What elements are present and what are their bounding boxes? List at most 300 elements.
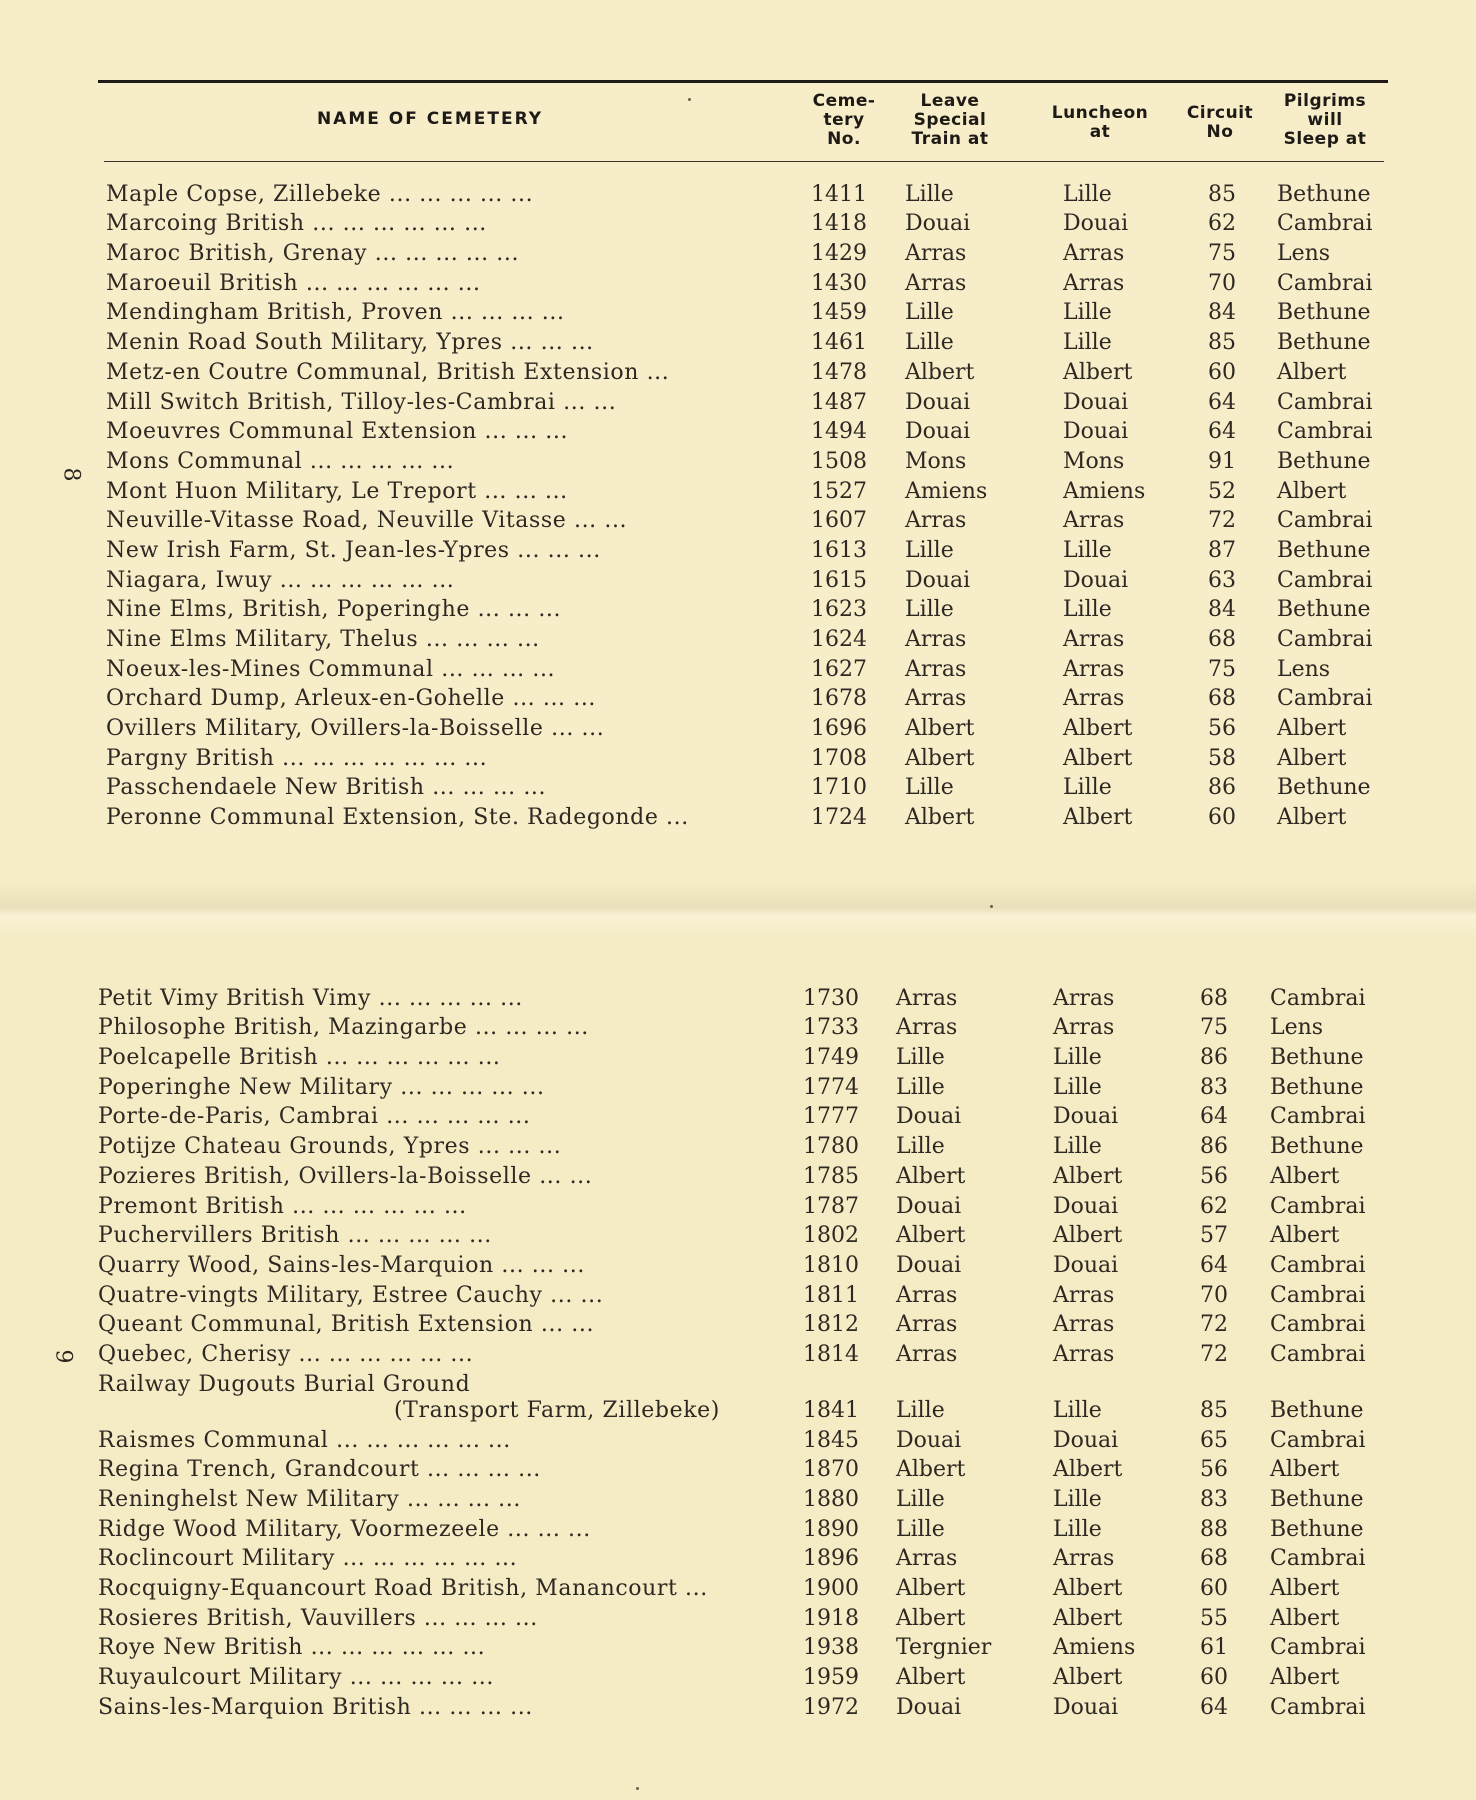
header-name-of-cemetery: NAME OF CEMETERY — [316, 109, 544, 129]
luncheon-at: Amiens — [1053, 1635, 1136, 1661]
circuit-number: 64 — [1200, 1252, 1228, 1278]
sleep-at: Bethune — [1277, 330, 1371, 356]
sleep-at: Albert — [1270, 1163, 1340, 1189]
sleep-at: Lens — [1277, 241, 1331, 267]
table-row — [0, 774, 1476, 804]
cemetery-name — [98, 1428, 511, 1454]
cemetery-name — [98, 1164, 592, 1190]
leave-train-at: Albert — [896, 1605, 966, 1631]
sleep-at: Bethune — [1270, 1487, 1364, 1512]
leave-train-at: Mons — [905, 448, 967, 474]
table-row — [0, 1604, 1476, 1634]
sleep-at: Albert — [1277, 745, 1347, 771]
circuit-number: 85 — [1200, 1397, 1228, 1423]
header-cemetery-no: Ceme- tery No. — [812, 91, 876, 149]
luncheon-at: Douai — [1053, 1427, 1119, 1453]
cemetery-name — [98, 1104, 531, 1130]
cemetery-name — [106, 568, 454, 594]
table-row — [0, 536, 1476, 566]
circuit-number: 60 — [1208, 805, 1236, 831]
table-row — [0, 1426, 1476, 1456]
cemetery-name-line: Metz-en Coutre Communal, British Extension ... — [106, 359, 670, 385]
cemetery-number: 1478 — [811, 359, 867, 385]
cemetery-name — [106, 390, 616, 416]
table-row — [0, 655, 1476, 685]
leave-train-at: Albert — [896, 1163, 966, 1189]
leave-train-at: Arras — [905, 686, 967, 712]
leave-train-at: Arras — [905, 270, 967, 296]
cemetery-name — [98, 1576, 708, 1602]
cemetery-name-line: Nine Elms Military, Thelus ... ... ... ... — [106, 627, 540, 652]
circuit-number: 84 — [1208, 300, 1236, 326]
cemetery-name-line: Quarry Wood, Sains-les-Marquion ... ... ... — [98, 1252, 585, 1278]
cemetery-name — [106, 597, 561, 623]
cemetery-number: 1959 — [803, 1665, 859, 1691]
luncheon-at: Mons — [1063, 448, 1125, 474]
luncheon-at: Albert — [1053, 1576, 1123, 1602]
table-row — [0, 1281, 1476, 1311]
cemetery-number: 1710 — [811, 775, 867, 801]
cemetery-name — [98, 1134, 561, 1160]
circuit-number: 72 — [1200, 1312, 1228, 1338]
luncheon-at: Lille — [1053, 1045, 1102, 1071]
table-row — [0, 1515, 1476, 1545]
sleep-at: Cambrai — [1270, 985, 1366, 1011]
cemetery-number: 1918 — [803, 1605, 859, 1631]
leave-train-at: Amiens — [905, 478, 988, 504]
leave-train-at: Lille — [896, 1134, 945, 1160]
circuit-number: 63 — [1208, 567, 1236, 593]
leave-train-at: Albert — [905, 805, 975, 831]
cemetery-number: 1527 — [811, 478, 867, 504]
cemetery-name — [98, 1223, 492, 1249]
circuit-number: 64 — [1200, 1104, 1228, 1130]
cemetery-name — [98, 1665, 494, 1691]
sleep-at: Bethune — [1270, 1397, 1364, 1423]
cemetery-number: 1845 — [803, 1427, 859, 1453]
leave-train-at: Arras — [896, 985, 958, 1011]
circuit-number: 75 — [1200, 1015, 1228, 1041]
leave-train-at: Albert — [905, 716, 975, 742]
luncheon-at: Amiens — [1063, 478, 1146, 504]
leave-train-at: Douai — [905, 419, 971, 445]
cemetery-name — [106, 538, 601, 564]
paper-speck — [636, 1787, 639, 1790]
cemetery-name — [98, 1075, 545, 1101]
leave-train-at: Douai — [896, 1252, 962, 1278]
cemetery-number: 1708 — [811, 745, 867, 771]
sleep-at: Bethune — [1277, 537, 1371, 563]
cemetery-name-line: Philosophe British, Mazingarbe ... ... ... ... — [98, 1015, 589, 1041]
cemetery-name — [98, 986, 523, 1012]
table-row — [0, 744, 1476, 774]
luncheon-at: Arras — [1053, 985, 1115, 1011]
header-top-rule — [98, 80, 1388, 83]
leave-train-at: Lille — [905, 537, 954, 563]
circuit-number: 52 — [1208, 478, 1236, 504]
circuit-number: 57 — [1200, 1223, 1228, 1249]
cemetery-number: 1870 — [803, 1457, 859, 1483]
sleep-at: Albert — [1277, 359, 1347, 385]
sleep-at: Cambrai — [1270, 1635, 1366, 1661]
cemetery-name-line: Ovillers Military, Ovillers-la-Boisselle ... ... — [106, 716, 605, 742]
table-row — [0, 1693, 1476, 1723]
cemetery-name — [106, 479, 568, 505]
header-pilgrims-sleep-at: Pilgrims will Sleep at — [1283, 91, 1367, 149]
cemetery-number: 1880 — [803, 1487, 859, 1512]
leave-train-at: Lille — [905, 597, 954, 623]
circuit-number: 72 — [1200, 1341, 1228, 1367]
leave-train-at: Albert — [896, 1457, 966, 1483]
header-luncheon-at: Luncheon at — [1051, 103, 1149, 142]
luncheon-at: Douai — [1063, 567, 1129, 593]
circuit-number: 83 — [1200, 1487, 1228, 1512]
cemetery-name — [106, 716, 604, 742]
header-circuit-no: Circuit No — [1186, 103, 1254, 142]
cemetery-name-line: Maple Copse, Zillebeke ... ... ... ... ... — [106, 181, 534, 207]
table-row — [0, 1485, 1476, 1515]
sleep-at: Cambrai — [1277, 627, 1373, 652]
cemetery-name-line: Pargny British ... ... ... ... ... ... ... — [106, 745, 488, 771]
cemetery-name-line: Mill Switch British, Tilloy-les-Cambrai ... ... — [106, 389, 617, 415]
cemetery-number: 1841 — [803, 1397, 859, 1423]
table-row — [0, 1043, 1476, 1073]
circuit-number: 84 — [1208, 597, 1236, 623]
cemetery-name — [98, 1283, 603, 1309]
cemetery-name-line: Roye New British ... ... ... ... ... ... — [98, 1635, 486, 1661]
table-row — [0, 1103, 1476, 1133]
table-row — [0, 714, 1476, 744]
cemetery-number: 1623 — [811, 597, 867, 623]
table-row — [0, 210, 1476, 240]
luncheon-at: Lille — [1053, 1487, 1102, 1512]
sleep-at: Bethune — [1277, 300, 1371, 326]
header-bottom-rule — [104, 161, 1384, 162]
leave-train-at: Albert — [896, 1223, 966, 1249]
cemetery-number: 1811 — [803, 1282, 859, 1308]
luncheon-at: Douai — [1063, 211, 1129, 237]
sleep-at: Albert — [1277, 478, 1347, 504]
table-row — [0, 269, 1476, 299]
sleep-at: Cambrai — [1270, 1694, 1366, 1720]
cemetery-number: 1429 — [811, 241, 867, 267]
cemetery-number: 1900 — [803, 1576, 859, 1602]
circuit-number: 62 — [1200, 1193, 1228, 1219]
circuit-number: 83 — [1200, 1074, 1228, 1100]
cemetery-name — [106, 330, 594, 356]
circuit-number: 56 — [1208, 716, 1236, 742]
table-row — [0, 566, 1476, 596]
cemetery-number: 1430 — [811, 270, 867, 296]
sleep-at: Lens — [1270, 1015, 1324, 1041]
cemetery-name-line: Menin Road South Military, Ypres ... ... ... — [106, 330, 594, 356]
sleep-at: Cambrai — [1277, 270, 1373, 296]
sleep-at: Bethune — [1270, 1516, 1364, 1542]
circuit-number: 56 — [1200, 1457, 1228, 1483]
cemetery-name-line: Nine Elms, British, Poperinghe ... ... ... — [106, 597, 562, 623]
cemetery-name-line: Puchervillers British ... ... ... ... ... — [98, 1223, 492, 1249]
cemetery-name-line: Mendingham British, Proven ... ... ... ... — [106, 300, 565, 326]
leave-train-at: Lille — [896, 1045, 945, 1071]
cemetery-table-page-9 — [0, 984, 1476, 1723]
cemetery-name-line: Roclincourt Military ... ... ... ... ... ... — [98, 1546, 518, 1572]
leave-train-at: Lille — [896, 1516, 945, 1542]
luncheon-at: Douai — [1063, 389, 1129, 415]
cemetery-number: 1494 — [811, 419, 867, 445]
cemetery-number: 1787 — [803, 1193, 859, 1219]
circuit-number: 65 — [1200, 1427, 1228, 1453]
paper-speck — [990, 905, 993, 908]
luncheon-at: Douai — [1053, 1193, 1119, 1219]
sleep-at: Bethune — [1277, 775, 1371, 801]
cemetery-name — [106, 182, 533, 208]
cemetery-name-line: New Irish Farm, St. Jean-les-Ypres ... ... ... — [106, 537, 601, 563]
sleep-at: Albert — [1277, 805, 1347, 831]
leave-train-at: Arras — [896, 1015, 958, 1041]
leave-train-at: Albert — [896, 1576, 966, 1602]
table-row — [0, 1014, 1476, 1044]
cemetery-number: 1613 — [811, 537, 867, 563]
table-row — [0, 477, 1476, 507]
sleep-at: Cambrai — [1270, 1312, 1366, 1338]
cemetery-number: 1678 — [811, 686, 867, 712]
luncheon-at: Douai — [1063, 419, 1129, 445]
luncheon-at: Arras — [1053, 1282, 1115, 1308]
cemetery-name-line: Moeuvres Communal Extension ... ... ... — [106, 419, 569, 445]
circuit-number: 75 — [1208, 656, 1236, 682]
table-row — [0, 803, 1476, 833]
sleep-at: Albert — [1270, 1576, 1340, 1602]
circuit-number: 85 — [1208, 181, 1236, 207]
cemetery-number: 1615 — [811, 567, 867, 593]
table-row — [0, 1073, 1476, 1103]
luncheon-at: Arras — [1053, 1546, 1115, 1572]
luncheon-at: Albert — [1053, 1665, 1123, 1691]
cemetery-name — [106, 449, 454, 475]
cemetery-name-line: Railway Dugouts Burial Ground — [98, 1371, 471, 1397]
leave-train-at: Douai — [896, 1193, 962, 1219]
cemetery-name — [106, 360, 669, 386]
cemetery-name — [98, 1342, 473, 1368]
cemetery-name — [98, 1194, 467, 1220]
luncheon-at: Arras — [1063, 656, 1125, 682]
sleep-at: Bethune — [1277, 448, 1371, 474]
luncheon-at: Lille — [1053, 1074, 1102, 1100]
header-leave-special-train: Leave Special Train at — [911, 91, 989, 149]
table-row — [0, 685, 1476, 715]
leave-train-at: Arras — [896, 1312, 958, 1338]
sleep-at: Albert — [1270, 1457, 1340, 1483]
cemetery-table-page-8 — [0, 180, 1476, 833]
table-row — [0, 299, 1476, 329]
cemetery-name-line: Quebec, Cherisy ... ... ... ... ... ... — [98, 1341, 474, 1367]
cemetery-number: 1890 — [803, 1516, 859, 1542]
cemetery-name — [98, 1253, 585, 1279]
cemetery-number: 1724 — [811, 805, 867, 831]
leave-train-at: Arras — [905, 241, 967, 267]
table-row — [0, 625, 1476, 655]
leave-train-at: Lille — [905, 181, 954, 207]
sleep-at: Cambrai — [1270, 1427, 1366, 1453]
cemetery-name — [106, 508, 627, 534]
luncheon-at: Lille — [1063, 181, 1112, 207]
sleep-at: Bethune — [1270, 1074, 1364, 1100]
sleep-at: Cambrai — [1270, 1341, 1366, 1367]
cemetery-name-line: Peronne Communal Extension, Ste. Radegonde ... — [106, 805, 689, 831]
circuit-number: 91 — [1208, 448, 1236, 474]
table-row — [0, 1192, 1476, 1222]
cemetery-name-line: Marcoing British ... ... ... ... ... ... — [106, 211, 487, 237]
sleep-at: Cambrai — [1277, 508, 1373, 534]
cemetery-name — [106, 686, 596, 712]
circuit-number: 64 — [1200, 1694, 1228, 1720]
cemetery-number: 1733 — [803, 1015, 859, 1041]
cemetery-name-line: Sains-les-Marquion British ... ... ... ... — [98, 1694, 533, 1720]
cemetery-name-line: Orchard Dump, Arleux-en-Gohelle ... ... ... — [106, 686, 597, 712]
cemetery-number: 1814 — [803, 1341, 859, 1367]
luncheon-at: Albert — [1063, 359, 1133, 385]
cemetery-name — [98, 1695, 533, 1721]
luncheon-at: Douai — [1053, 1104, 1119, 1130]
luncheon-at: Lille — [1063, 330, 1112, 356]
table-row — [0, 1251, 1476, 1281]
table-row — [0, 1574, 1476, 1604]
luncheon-at: Arras — [1063, 270, 1125, 296]
luncheon-at: Douai — [1053, 1694, 1119, 1720]
luncheon-at: Lille — [1053, 1397, 1102, 1423]
table-row — [0, 388, 1476, 418]
luncheon-at: Albert — [1063, 745, 1133, 771]
cemetery-number: 1785 — [803, 1163, 859, 1189]
cemetery-name — [106, 746, 487, 772]
leave-train-at: Douai — [896, 1694, 962, 1720]
leave-train-at: Lille — [905, 775, 954, 801]
cemetery-name-line: Mont Huon Military, Le Treport ... ... ... — [106, 478, 568, 504]
cemetery-name — [106, 271, 481, 297]
cemetery-number: 1487 — [811, 389, 867, 415]
cemetery-name-line: Queant Communal, British Extension ... ... — [98, 1312, 595, 1338]
luncheon-at: Albert — [1063, 716, 1133, 742]
leave-train-at: Douai — [896, 1427, 962, 1453]
cemetery-number: 1896 — [803, 1546, 859, 1572]
circuit-number: 64 — [1208, 419, 1236, 445]
leave-train-at: Arras — [896, 1546, 958, 1572]
cemetery-name — [106, 211, 487, 237]
leave-train-at: Douai — [896, 1104, 962, 1130]
luncheon-at: Arras — [1053, 1312, 1115, 1338]
table-row — [0, 180, 1476, 210]
luncheon-at: Albert — [1053, 1605, 1123, 1631]
table-row — [0, 328, 1476, 358]
circuit-number: 60 — [1200, 1576, 1228, 1602]
cemetery-name-line: Rocquigny-Equancourt Road British, Manancourt ... — [98, 1576, 708, 1602]
cemetery-name-line: Ruyaulcourt Military ... ... ... ... ... — [98, 1665, 494, 1691]
cemetery-name-line: Maroeuil British ... ... ... ... ... ... — [106, 270, 481, 296]
cemetery-name-line: Rosieres British, Vauvillers ... ... ... ... — [98, 1605, 538, 1631]
cemetery-name-line: Petit Vimy British Vimy ... ... ... ... ... — [98, 985, 523, 1011]
circuit-number: 56 — [1200, 1163, 1228, 1189]
sleep-at: Cambrai — [1277, 211, 1373, 237]
circuit-number: 85 — [1208, 330, 1236, 356]
cemetery-number: 1730 — [803, 985, 859, 1011]
luncheon-at: Arras — [1053, 1015, 1115, 1041]
circuit-number: 68 — [1200, 985, 1228, 1011]
cemetery-name-line: Ridge Wood Military, Voormezeele ... ... ... — [98, 1516, 591, 1542]
cemetery-name-line: Poelcapelle British ... ... ... ... ... ... — [98, 1045, 501, 1071]
cemetery-number: 1418 — [811, 211, 867, 237]
sleep-at: Albert — [1277, 716, 1347, 742]
cemetery-name — [98, 1606, 538, 1632]
table-row — [0, 1634, 1476, 1664]
cemetery-name — [98, 1487, 521, 1513]
cemetery-name-line: Reninghelst New Military ... ... ... ... — [98, 1487, 521, 1512]
circuit-number: 86 — [1200, 1134, 1228, 1160]
sleep-at: Cambrai — [1277, 389, 1373, 415]
sleep-at: Lens — [1277, 656, 1331, 682]
cemetery-number: 1624 — [811, 627, 867, 652]
sleep-at: Albert — [1270, 1223, 1340, 1249]
circuit-number: 72 — [1208, 508, 1236, 534]
leave-train-at: Arras — [896, 1341, 958, 1367]
cemetery-number: 1459 — [811, 300, 867, 326]
circuit-number: 60 — [1208, 359, 1236, 385]
circuit-number: 68 — [1200, 1546, 1228, 1572]
cemetery-number: 1802 — [803, 1223, 859, 1249]
cemetery-name — [98, 1312, 594, 1338]
sleep-at: Albert — [1270, 1665, 1340, 1691]
cemetery-name-line-2: (Transport Farm, Zillebeke) — [394, 1397, 720, 1423]
sleep-at: Bethune — [1270, 1134, 1364, 1160]
cemetery-name — [98, 1045, 501, 1071]
sleep-at: Cambrai — [1270, 1104, 1366, 1130]
luncheon-at: Douai — [1053, 1252, 1119, 1278]
table-row — [0, 984, 1476, 1014]
cemetery-number: 1749 — [803, 1045, 859, 1071]
cemetery-name-line: Porte-de-Paris, Cambrai ... ... ... ... ... — [98, 1104, 531, 1130]
leave-train-at: Arras — [896, 1282, 958, 1308]
luncheon-at: Lille — [1063, 300, 1112, 326]
sleep-at: Albert — [1270, 1605, 1340, 1631]
cemetery-number: 1508 — [811, 448, 867, 474]
luncheon-at: Albert — [1063, 805, 1133, 831]
sleep-at: Cambrai — [1270, 1282, 1366, 1308]
cemetery-number: 1461 — [811, 330, 867, 356]
luncheon-at: Arras — [1053, 1341, 1115, 1367]
circuit-number: 70 — [1200, 1282, 1228, 1308]
cemetery-name-line: Neuville-Vitasse Road, Neuville Vitasse ... ... — [106, 508, 628, 534]
circuit-number: 86 — [1208, 775, 1236, 801]
cemetery-number: 1627 — [811, 656, 867, 682]
page-fold — [0, 880, 1476, 940]
cemetery-name — [106, 241, 519, 267]
paper-speck — [688, 98, 691, 101]
sleep-at: Bethune — [1277, 181, 1371, 207]
table-row — [0, 507, 1476, 537]
leave-train-at: Douai — [905, 211, 971, 237]
page-number-8: 8 — [58, 467, 84, 482]
cemetery-number: 1810 — [803, 1252, 859, 1278]
luncheon-at: Lille — [1063, 775, 1112, 801]
cemetery-name-line: Maroc British, Grenay ... ... ... ... ... — [106, 241, 520, 267]
sleep-at: Cambrai — [1277, 419, 1373, 445]
leave-train-at: Arras — [905, 627, 967, 652]
cemetery-number: 1812 — [803, 1312, 859, 1338]
luncheon-at: Arras — [1063, 508, 1125, 534]
circuit-number: 87 — [1208, 537, 1236, 563]
leave-train-at: Lille — [896, 1074, 945, 1100]
leave-train-at: Albert — [905, 359, 975, 385]
leave-train-at: Lille — [896, 1397, 945, 1423]
